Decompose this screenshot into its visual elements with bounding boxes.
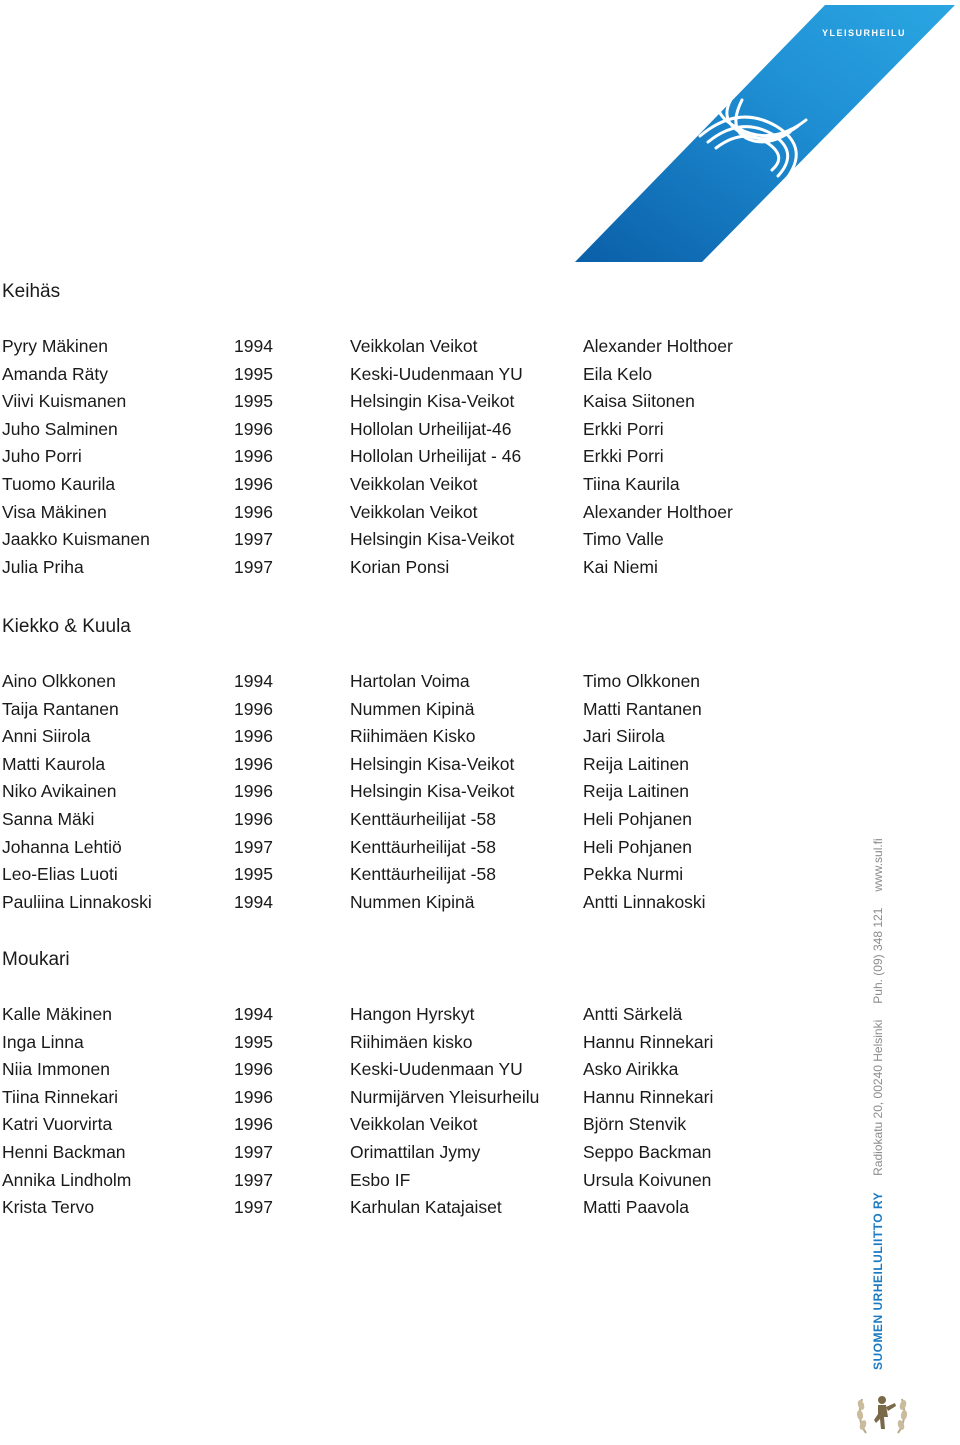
- coach: Heli Pohjanen: [583, 808, 692, 829]
- athlete-name: Sanna Mäki: [2, 808, 95, 829]
- birth-year: 1997: [234, 1169, 273, 1190]
- athlete-name: Leo-Elias Luoti: [2, 864, 118, 885]
- coach: Antti Särkelä: [583, 1004, 683, 1024]
- list-item: [2, 778, 822, 806]
- birth-year: 1996: [234, 446, 273, 467]
- club: Hollolan Urheilijat - 46: [350, 446, 522, 467]
- club: Keski-Uudenmaan YU: [350, 363, 523, 384]
- coach: Alexander Holthoer: [583, 336, 733, 356]
- section-title: Keihäs: [2, 281, 61, 302]
- birth-year: 1997: [234, 556, 273, 577]
- list-item: [2, 1084, 822, 1112]
- birth-year: 1996: [234, 473, 273, 494]
- list-item: [2, 1001, 822, 1029]
- athlete-name: Juho Porri: [2, 446, 82, 467]
- club: Kenttäurheilijat -58: [350, 864, 496, 885]
- section-moukari: [2, 945, 822, 1222]
- list-item: [2, 861, 822, 889]
- list-item: [2, 1029, 822, 1057]
- list-item: [2, 751, 822, 779]
- club: Karhulan Katajaiset: [350, 1197, 502, 1218]
- club: Kenttäurheilijat -58: [350, 808, 496, 829]
- coach: Kai Niemi: [583, 556, 658, 577]
- athlete-name: Juho Salminen: [2, 418, 118, 439]
- club: Hangon Hyrskyt: [350, 1004, 475, 1024]
- coach: Hannu Rinnekari: [583, 1031, 714, 1052]
- coach: Seppo Backman: [583, 1141, 712, 1162]
- athlete-name: Pyry Mäkinen: [2, 336, 109, 356]
- club: Nummen Kipinä: [350, 698, 475, 719]
- club: Veikkolan Veikot: [350, 1114, 478, 1135]
- banner-brand-text: YLEISURHEILU: [822, 28, 907, 38]
- athlete-name: Annika Lindholm: [2, 1169, 132, 1190]
- club: Kenttäurheilijat -58: [350, 836, 496, 857]
- website: www.sul.fi: [871, 838, 885, 892]
- list-item: [2, 1167, 822, 1195]
- coach: Tiina Kaurila: [583, 473, 680, 494]
- club: Keski-Uudenmaan YU: [350, 1059, 523, 1080]
- club: Hollolan Urheilijat-46: [350, 418, 512, 439]
- birth-year: 1997: [234, 836, 273, 857]
- list-item: [2, 1139, 822, 1167]
- coach: Matti Paavola: [583, 1197, 690, 1218]
- club: Riihimäen Kisko: [350, 726, 476, 747]
- coach: Erkki Porri: [583, 446, 664, 467]
- list-item: [2, 1111, 822, 1139]
- club: Veikkolan Veikot: [350, 336, 478, 356]
- athlete-name: Kalle Mäkinen: [2, 1004, 112, 1024]
- athlete-name: Niia Immonen: [2, 1059, 110, 1080]
- birth-year: 1996: [234, 1086, 273, 1107]
- club: Helsingin Kisa-Veikot: [350, 753, 515, 774]
- athlete-name: Katri Vuorvirta: [2, 1114, 113, 1135]
- list-item: [2, 806, 822, 834]
- club: Helsingin Kisa-Veikot: [350, 781, 515, 802]
- coach: Jari Siirola: [583, 726, 665, 747]
- list-item: [2, 1056, 822, 1084]
- birth-year: 1996: [234, 698, 273, 719]
- athlete-name: Taija Rantanen: [2, 698, 119, 719]
- phone: Puh. (09) 348 121: [871, 907, 885, 1004]
- birth-year: 1995: [234, 864, 273, 885]
- athlete-name: Julia Priha: [2, 556, 84, 577]
- list-item: [2, 834, 822, 862]
- coach: Antti Linnakoski: [583, 891, 706, 912]
- laurel-emblem-icon: [852, 1383, 912, 1443]
- list-item: [2, 361, 822, 389]
- section-kiekko-kuula: [2, 612, 822, 916]
- club: Helsingin Kisa-Veikot: [350, 529, 515, 550]
- athlete-name: Visa Mäkinen: [2, 501, 107, 522]
- birth-year: 1997: [234, 1197, 273, 1218]
- club: Veikkolan Veikot: [350, 501, 478, 522]
- athlete-name: Anni Siirola: [2, 726, 91, 747]
- address: Radiokatu 20, 00240 Helsinki: [871, 1019, 885, 1176]
- club: Korian Ponsi: [350, 556, 450, 577]
- coach: Ursula Koivunen: [583, 1169, 712, 1190]
- athlete-name: Johanna Lehtiö: [2, 836, 122, 857]
- list-item: [2, 723, 822, 751]
- birth-year: 1994: [234, 1004, 273, 1024]
- coach: Asko Airikka: [583, 1059, 679, 1080]
- list-item: [2, 499, 822, 527]
- organization-name: SUOMEN URHEILULIITTO RY: [871, 1191, 885, 1370]
- coach: Alexander Holthoer: [583, 501, 733, 522]
- athlete-name: Krista Tervo: [2, 1197, 95, 1218]
- birth-year: 1994: [234, 336, 273, 356]
- coach: Reija Laitinen: [583, 781, 690, 802]
- section-title: Kiekko & Kuula: [2, 616, 131, 637]
- list-item: [2, 889, 822, 917]
- section-keihas: [2, 277, 822, 581]
- birth-year: 1996: [234, 781, 273, 802]
- list-item: [2, 554, 822, 582]
- athlete-name: Niko Avikainen: [2, 781, 117, 802]
- athlete-name: Aino Olkkonen: [2, 671, 116, 691]
- list-item: [2, 443, 822, 471]
- coach: Kaisa Siitonen: [583, 391, 695, 412]
- athlete-name: Amanda Räty: [2, 363, 109, 384]
- athlete-name: Henni Backman: [2, 1141, 126, 1162]
- coach: Timo Valle: [583, 529, 664, 550]
- club: Nurmijärven Yleisurheilu: [350, 1086, 540, 1107]
- list-item: [2, 416, 822, 444]
- birth-year: 1994: [234, 891, 273, 912]
- list-item: [2, 526, 822, 554]
- birth-year: 1996: [234, 808, 273, 829]
- birth-year: 1996: [234, 753, 273, 774]
- athlete-name: Viivi Kuismanen: [2, 391, 127, 412]
- club: Nummen Kipinä: [350, 891, 475, 912]
- coach: Reija Laitinen: [583, 753, 690, 774]
- athlete-name: Pauliina Linnakoski: [2, 891, 152, 912]
- athlete-name: Jaakko Kuismanen: [2, 529, 150, 550]
- athlete-name: Inga Linna: [2, 1031, 84, 1052]
- list-item: [2, 668, 822, 696]
- birth-year: 1995: [234, 1031, 273, 1052]
- birth-year: 1996: [234, 1059, 273, 1080]
- birth-year: 1996: [234, 418, 273, 439]
- birth-year: 1995: [234, 363, 273, 384]
- club: Helsingin Kisa-Veikot: [350, 391, 515, 412]
- athlete-name: Tiina Rinnekari: [2, 1086, 119, 1107]
- club: Orimattilan Jymy: [350, 1141, 481, 1162]
- coach: Björn Stenvik: [583, 1114, 687, 1135]
- coach: Pekka Nurmi: [583, 864, 684, 885]
- birth-year: 1996: [234, 726, 273, 747]
- club: Riihimäen kisko: [350, 1031, 473, 1052]
- club: Esbo IF: [350, 1169, 411, 1190]
- list-item: [2, 471, 822, 499]
- club: Hartolan Voima: [350, 671, 470, 691]
- coach: Erkki Porri: [583, 418, 664, 439]
- vertical-contact-footer: [871, 838, 885, 1370]
- coach: Timo Olkkonen: [583, 671, 701, 691]
- coach: Hannu Rinnekari: [583, 1086, 714, 1107]
- athlete-name: Matti Kaurola: [2, 753, 106, 774]
- birth-year: 1995: [234, 391, 273, 412]
- banner-graphic: [560, 0, 960, 270]
- birth-year: 1996: [234, 501, 273, 522]
- athlete-name: Tuomo Kaurila: [2, 473, 116, 494]
- birth-year: 1997: [234, 529, 273, 550]
- list-item: [2, 333, 822, 361]
- list-item: [2, 1194, 822, 1222]
- club: Veikkolan Veikot: [350, 473, 478, 494]
- list-item: [2, 388, 822, 416]
- list-item: [2, 696, 822, 724]
- coach: Eila Kelo: [583, 363, 653, 384]
- coach: Heli Pohjanen: [583, 836, 692, 857]
- birth-year: 1996: [234, 1114, 273, 1135]
- coach: Matti Rantanen: [583, 698, 702, 719]
- birth-year: 1994: [234, 671, 273, 691]
- birth-year: 1997: [234, 1141, 273, 1162]
- section-title: Moukari: [2, 949, 70, 970]
